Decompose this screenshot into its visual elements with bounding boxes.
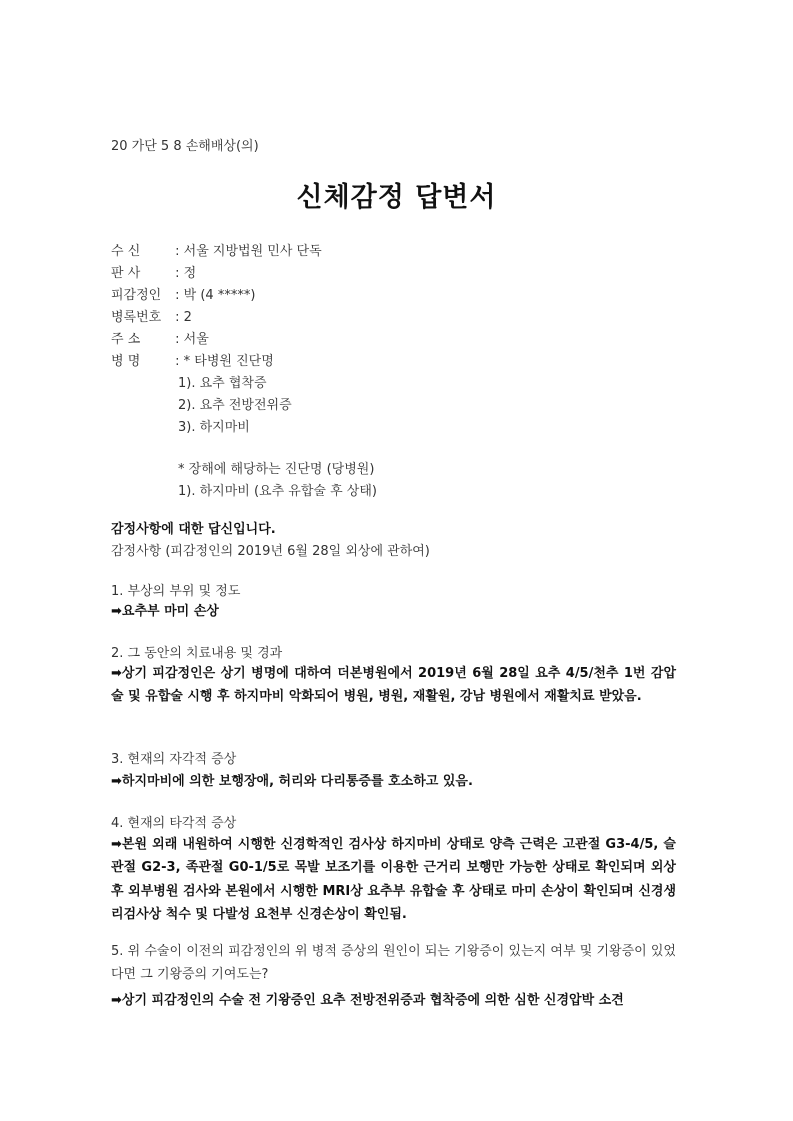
answer-1 xyxy=(111,600,676,623)
answer-text: 본원 외래 내원하여 시행한 신경학적인 검사상 하지마비 상태로 양측 근력은 고관절 G3-4/5, 슬관절 G2-3, 족관절 G0-1/5로 목발 보조기를 이용한 근거리 보행만 가능한 상태로 확인되며 외상 후 외부병원 검사와 본원에서 시행한 MRI상 요추부 유합술 후 상태로 마미 손상이 확인되며 신경생리검사상 척수 및 다발성 요천부 신경손상이 확인됨. xyxy=(111,837,676,923)
header-value: * 타병원 진단명 xyxy=(183,354,274,369)
answer-text: 상기 피감정인은 상기 병명에 대하여 더본병원에서 2019년 6월 28일 요추 4/5/천추 1번 감압술 및 유합술 시행 후 하지마비 악화되어 병원, 병원, 재활원, 강남 병원에서 재활치료 받았음. xyxy=(111,666,676,705)
header-examinee: 피감정인 : 박 (4 *****) xyxy=(111,284,255,303)
page-title: 신체감정 답변서 xyxy=(296,182,497,213)
header-value: 정 xyxy=(183,266,197,281)
header-recipient: 수 신 : 서울 지방법원 민사 단독 xyxy=(111,240,322,259)
header-label: 판 사 xyxy=(111,266,141,281)
arrow-icon: ➡ xyxy=(111,993,122,1008)
header-label: 병록번호 xyxy=(111,310,162,325)
diagnosis-item: 1). 하지마비 (요추 유합술 후 상태) xyxy=(178,484,377,499)
arrow-icon: ➡ xyxy=(111,666,122,681)
answer-text: 요추부 마미 손상 xyxy=(121,604,219,619)
header-value: 서울 지방법원 민사 단독 xyxy=(183,244,322,259)
question-1: 1. 부상의 부위 및 정도 xyxy=(111,584,241,599)
header-value: 박 (4 *****) xyxy=(183,288,256,303)
answer-4 xyxy=(111,833,676,927)
arrow-icon: ➡ xyxy=(111,837,122,852)
header-label: 피감정인 xyxy=(111,288,162,303)
question-5: 5. 위 수술이 이전의 피감정인의 위 병적 증상의 원인이 되는 기왕증이 있는지 여부 및 기왕증이 있었다면 그 기왕증의 기여도는? xyxy=(111,944,676,983)
answer-text: 하지마비에 의한 보행장애, 허리와 다리통증를 호소하고 있음. xyxy=(121,774,473,789)
diagnosis-item: 1). 요추 협착증 xyxy=(178,376,267,391)
intro-heading: 감정사항에 대한 답신입니다. xyxy=(111,522,276,537)
header-record-number: 병록번호 : 2 xyxy=(111,306,192,325)
header-judge: 판 사 : 정 xyxy=(111,262,196,281)
header-value: 2 xyxy=(183,310,192,325)
answer-3 xyxy=(111,770,676,793)
header-label: 수 신 xyxy=(111,244,141,259)
question-2: 2. 그 동안의 치료내용 및 경과 xyxy=(111,646,283,661)
header-diagnosis: 병 명 : * 타병원 진단명 xyxy=(111,350,274,369)
question-4: 4. 현재의 타각적 증상 xyxy=(111,816,237,831)
disability-heading: * 장해에 해당하는 진단명 (당병원) xyxy=(178,462,375,477)
case-number: 20 가단 5 8 손해배상(의) xyxy=(111,139,259,154)
header-label: 병 명 xyxy=(111,354,141,369)
arrow-icon: ➡ xyxy=(111,774,122,789)
header-address: 주 소 : 서울 xyxy=(111,328,209,347)
diagnosis-item: 3). 하지마비 xyxy=(178,420,250,435)
answer-2 xyxy=(111,662,676,709)
header-value: 서울 xyxy=(183,332,209,347)
answer-5 xyxy=(111,989,676,1012)
answer-text: 상기 피감정인의 수술 전 기왕증인 요추 전방전위증과 협착증에 의한 심한 신경압박 소견 xyxy=(121,993,624,1008)
diagnosis-item: 2). 요추 전방전위증 xyxy=(178,398,292,413)
question-3: 3. 현재의 자각적 증상 xyxy=(111,752,237,767)
arrow-icon: ➡ xyxy=(111,604,122,619)
intro-subheading: 감정사항 (피감정인의 2019년 6월 28일 외상에 관하여) xyxy=(111,544,430,559)
header-label: 주 소 xyxy=(111,332,141,347)
